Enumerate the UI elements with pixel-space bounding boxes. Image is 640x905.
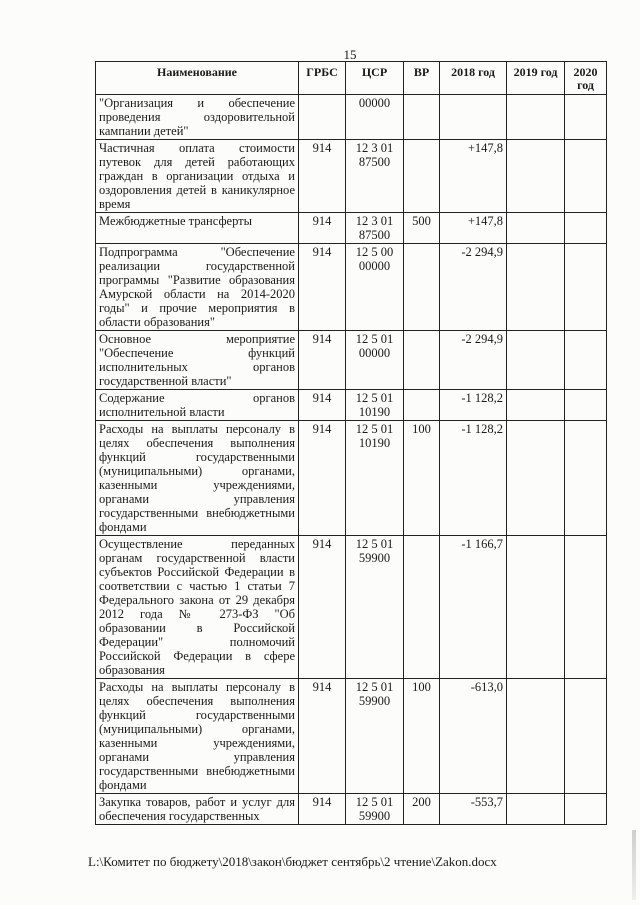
table-row xyxy=(96,421,607,536)
budget-table xyxy=(95,61,607,825)
cell-name: Расходы на выплаты персоналу в целях обеспечения выполнения функций государственными (муниципальными) органами, казенными учреждениями, органами управления государственными внебюджетными фондами xyxy=(96,679,299,794)
cell-y2018: -1 128,2 xyxy=(440,390,507,421)
table-row xyxy=(96,331,607,390)
cell-name: Частичная оплата стоимости путевок для детей работающих граждан в организации отдыха и оздоровления детей в каникулярное время xyxy=(96,140,299,213)
cell-y2020 xyxy=(565,213,607,244)
cell-y2018: -2 294,9 xyxy=(440,331,507,390)
cell-vr: 200 xyxy=(404,794,440,825)
cell-vr xyxy=(404,536,440,679)
cell-csr: 12 5 01 10190 xyxy=(346,390,404,421)
table-row xyxy=(96,244,607,331)
cell-y2019 xyxy=(507,421,565,536)
cell-y2020 xyxy=(565,679,607,794)
cell-name: Закупка товаров, работ и услуг для обеспечения государственных xyxy=(96,794,299,825)
cell-y2018: -1 128,2 xyxy=(440,421,507,536)
cell-grbs xyxy=(299,95,346,140)
cell-y2018: +147,8 xyxy=(440,213,507,244)
cell-y2019 xyxy=(507,213,565,244)
cell-y2019 xyxy=(507,140,565,213)
cell-y2019 xyxy=(507,536,565,679)
cell-y2020 xyxy=(565,390,607,421)
header-name: Наименование xyxy=(96,62,299,95)
cell-csr: 12 3 01 87500 xyxy=(346,213,404,244)
cell-csr: 12 5 01 00000 xyxy=(346,331,404,390)
file-path-footer: L:\Комитет по бюджету\2018\закон\бюджет сентябрь\2 чтение\Zakon.docx xyxy=(88,854,497,869)
cell-vr xyxy=(404,390,440,421)
cell-y2019 xyxy=(507,390,565,421)
cell-grbs: 914 xyxy=(299,390,346,421)
cell-y2018: +147,8 xyxy=(440,140,507,213)
cell-csr: 00000 xyxy=(346,95,404,140)
header-2019: 2019 год xyxy=(507,62,565,95)
cell-grbs: 914 xyxy=(299,244,346,331)
table-row xyxy=(96,140,607,213)
table-row xyxy=(96,390,607,421)
cell-y2019 xyxy=(507,794,565,825)
cell-y2018 xyxy=(440,95,507,140)
cell-y2018: -1 166,7 xyxy=(440,536,507,679)
cell-grbs: 914 xyxy=(299,421,346,536)
cell-y2020 xyxy=(565,140,607,213)
cell-name: "Организация и обеспечение проведения оздоровительной кампании детей" xyxy=(96,95,299,140)
cell-csr: 12 5 00 00000 xyxy=(346,244,404,331)
cell-y2018: -2 294,9 xyxy=(440,244,507,331)
cell-y2020 xyxy=(565,244,607,331)
cell-grbs: 914 xyxy=(299,331,346,390)
cell-csr: 12 5 01 59900 xyxy=(346,679,404,794)
cell-y2018: -553,7 xyxy=(440,794,507,825)
cell-y2020 xyxy=(565,794,607,825)
table-row xyxy=(96,679,607,794)
cell-csr: 12 5 01 10190 xyxy=(346,421,404,536)
cell-name: Расходы на выплаты персоналу в целях обеспечения выполнения функций государственными (муниципальными) органами, казенными учреждениями, органами управления государственными внебюджетными фондами xyxy=(96,421,299,536)
cell-name: Подпрограмма "Обеспечение реализации государственной программы "Развитие образования Амурской области на 2014-2020 годы" и прочие мероприятия в области образования" xyxy=(96,244,299,331)
cell-vr: 100 xyxy=(404,679,440,794)
cell-vr: 100 xyxy=(404,421,440,536)
cell-grbs: 914 xyxy=(299,536,346,679)
cell-y2019 xyxy=(507,244,565,331)
cell-vr xyxy=(404,244,440,331)
cell-vr: 500 xyxy=(404,213,440,244)
cell-csr: 12 3 01 87500 xyxy=(346,140,404,213)
cell-y2019 xyxy=(507,679,565,794)
cell-vr xyxy=(404,140,440,213)
cell-grbs: 914 xyxy=(299,679,346,794)
table-row xyxy=(96,536,607,679)
cell-y2020 xyxy=(565,536,607,679)
cell-y2020 xyxy=(565,331,607,390)
table-row xyxy=(96,95,607,140)
scan-edge-mark xyxy=(632,830,636,900)
table-row xyxy=(96,213,607,244)
table-header-row xyxy=(96,62,607,95)
cell-name: Содержание органов исполнительной власти xyxy=(96,390,299,421)
cell-name: Основное мероприятие "Обеспечение функций исполнительных органов государственной власти" xyxy=(96,331,299,390)
cell-vr xyxy=(404,95,440,140)
cell-y2020 xyxy=(565,95,607,140)
cell-y2018: -613,0 xyxy=(440,679,507,794)
cell-vr xyxy=(404,331,440,390)
cell-name: Межбюджетные трансферты xyxy=(96,213,299,244)
cell-grbs: 914 xyxy=(299,213,346,244)
header-2020: 2020 год xyxy=(565,62,607,95)
cell-grbs: 914 xyxy=(299,794,346,825)
table-row xyxy=(96,794,607,825)
cell-csr: 12 5 01 59900 xyxy=(346,794,404,825)
header-vr: ВР xyxy=(404,62,440,95)
cell-grbs: 914 xyxy=(299,140,346,213)
cell-y2020 xyxy=(565,421,607,536)
page-number: 15 xyxy=(343,47,357,62)
cell-name: Осуществление переданных органам государственной власти субъектов Российской Федерации в соответствии с частью 1 статьи 7 Федерального закона от 29 декабря 2012 года № 273-ФЗ "Об образовании в Российской Федерации" полномочий Российской Федерации в сфере образования xyxy=(96,536,299,679)
cell-y2019 xyxy=(507,331,565,390)
header-csr: ЦСР xyxy=(346,62,404,95)
header-grbs: ГРБС xyxy=(299,62,346,95)
header-2018: 2018 год xyxy=(440,62,507,95)
cell-csr: 12 5 01 59900 xyxy=(346,536,404,679)
cell-y2019 xyxy=(507,95,565,140)
